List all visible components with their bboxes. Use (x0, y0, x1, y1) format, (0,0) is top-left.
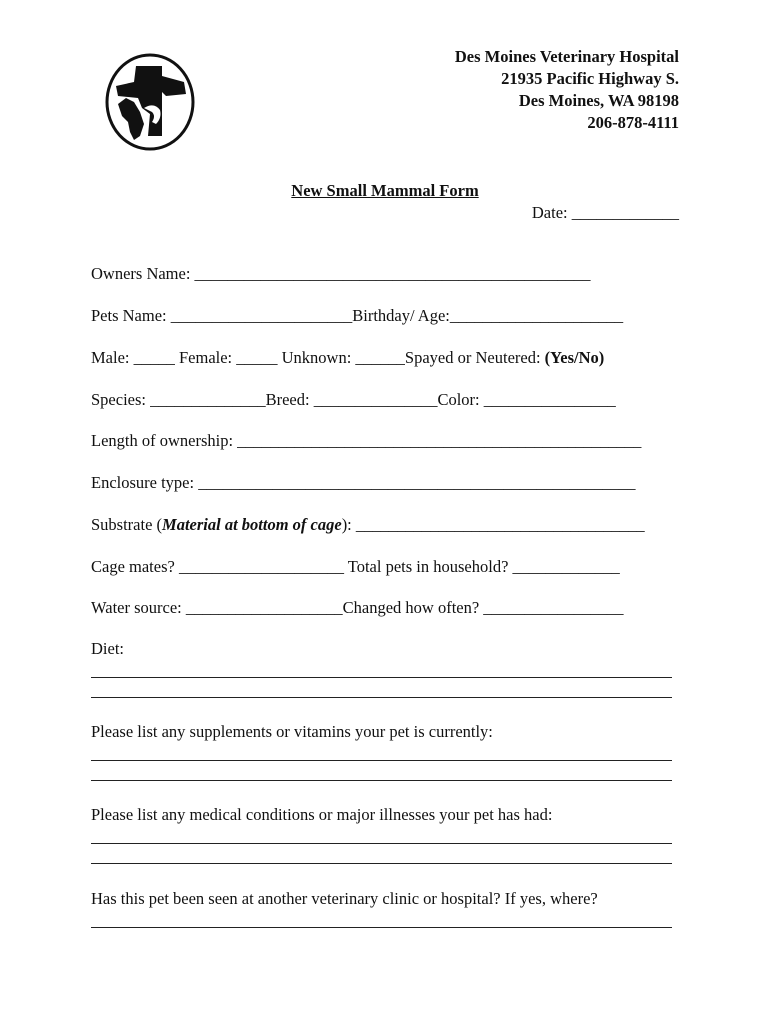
diet-line-1[interactable] (91, 677, 672, 678)
substrate-row[interactable] (91, 515, 645, 535)
hospital-name: Des Moines Veterinary Hospital (454, 47, 679, 66)
conditions-label: Please list any medical conditions or major illnesses your pet has had: (91, 805, 553, 824)
diet-line-2[interactable] (91, 697, 672, 698)
substrate-emphasis: Material at bottom of cage (162, 515, 342, 534)
diet-label: Diet: (91, 639, 124, 658)
yes-no-label: (Yes/No) (544, 348, 605, 367)
supplements-line-1[interactable] (91, 760, 672, 761)
hospital-address: 21935 Pacific Highway S. (501, 69, 679, 88)
cage-mates-field[interactable]: Cage mates? ____________________ Total pets in household? _____________ (91, 557, 620, 576)
hospital-logo-icon (104, 52, 196, 152)
hospital-info (455, 46, 679, 134)
water-source-field[interactable]: Water source: ___________________Changed how often? _________________ (91, 598, 624, 617)
substrate-field[interactable]: ): ___________________________________ (341, 515, 645, 534)
other-clinic-line[interactable] (91, 927, 672, 928)
substrate-prefix: Substrate ( (91, 515, 163, 534)
hospital-phone: 206-878-4111 (587, 113, 679, 132)
sex-fields[interactable]: Male: _____ Female: _____ Unknown: ______Spayed or Neutered: (91, 348, 545, 367)
owners-name-field[interactable]: Owners Name: ________________________________________________ (91, 264, 591, 283)
ownership-length-field[interactable]: Length of ownership: _________________________________________________ (91, 431, 642, 450)
other-clinic-label: Has this pet been seen at another veterinary clinic or hospital? If yes, where? (91, 889, 598, 908)
conditions-line-1[interactable] (91, 843, 672, 844)
pets-name-row (91, 306, 623, 326)
enclosure-type-field[interactable]: Enclosure type: _____________________________________________________ (91, 473, 636, 492)
pets-name-field[interactable]: Pets Name: ______________________ (91, 306, 353, 325)
date-field[interactable]: Date: _____________ (531, 203, 679, 222)
supplements-label: Please list any supplements or vitamins your pet is currently: (91, 722, 493, 741)
form-title: New Small Mammal Form (291, 181, 479, 200)
supplements-line-2[interactable] (91, 780, 672, 781)
sex-row (91, 348, 604, 368)
species-breed-color-field[interactable]: Species: ______________Breed: _______________Color: ________________ (91, 390, 616, 409)
conditions-line-2[interactable] (91, 863, 672, 864)
birthday-field[interactable]: Birthday/ Age:_____________________ (352, 306, 624, 325)
hospital-city: Des Moines, WA 98198 (518, 91, 679, 110)
